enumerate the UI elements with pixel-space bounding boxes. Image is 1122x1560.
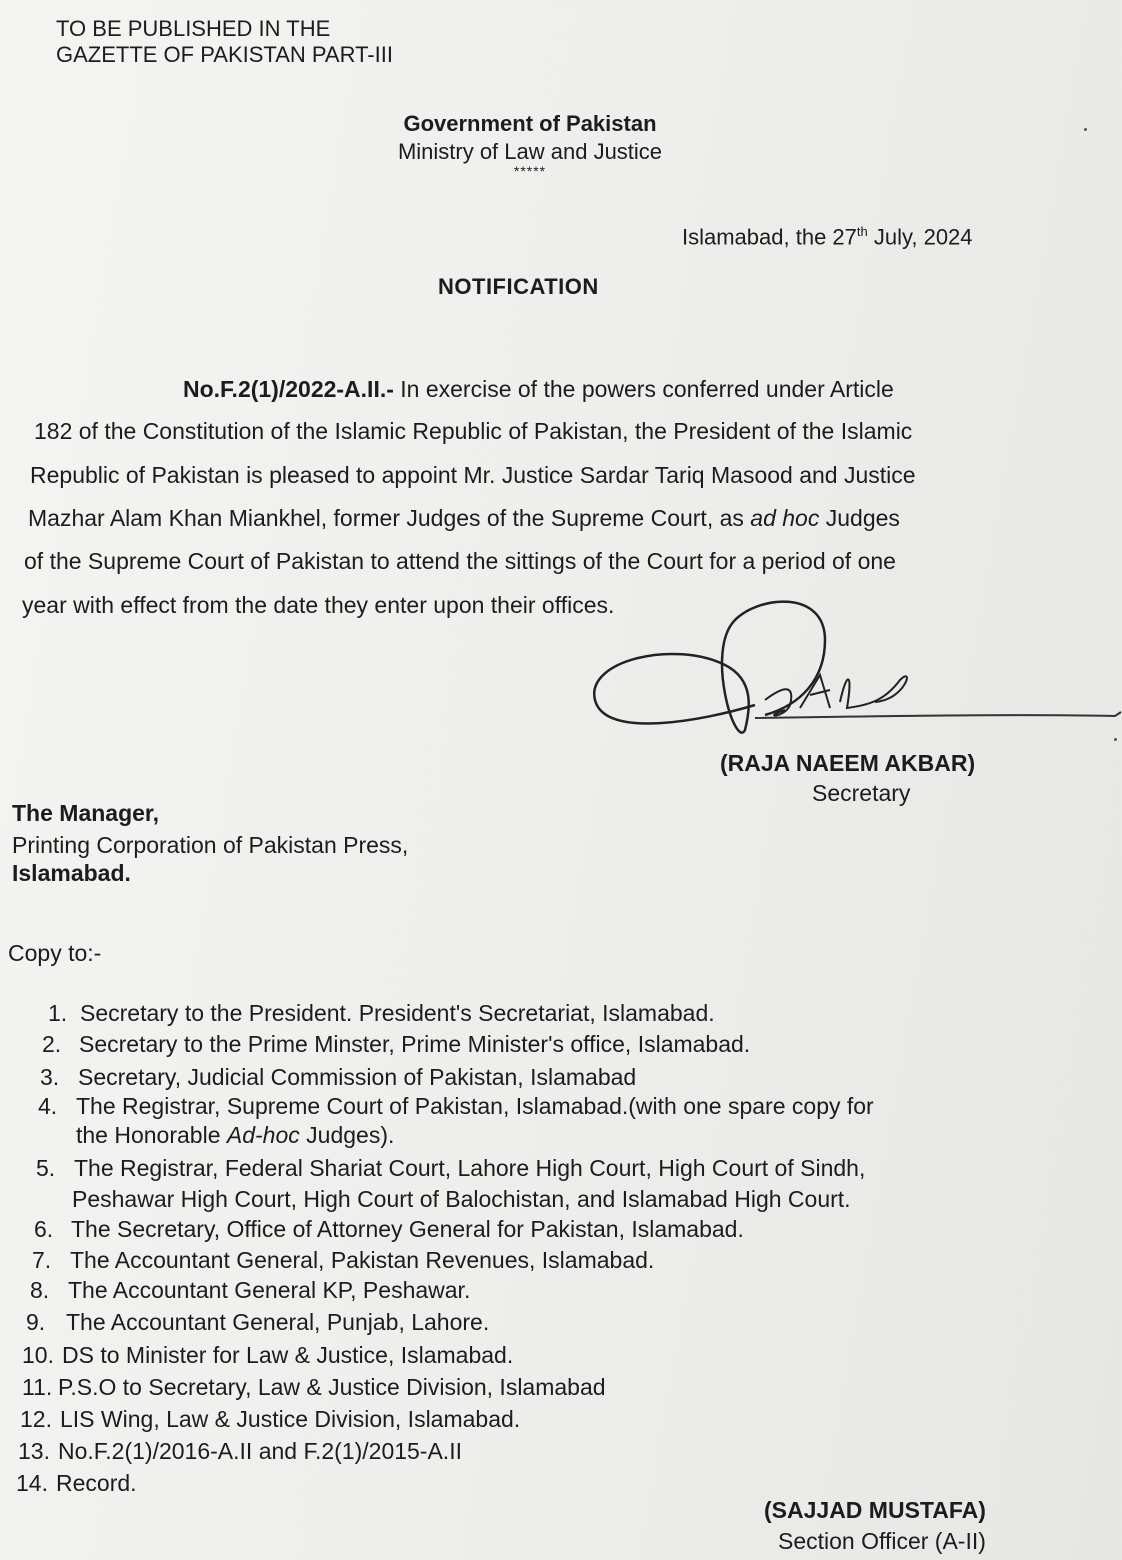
list-item: [40, 1064, 636, 1091]
body-line-4: [28, 505, 900, 532]
list-item: [26, 1309, 489, 1336]
list-item-number: 13.: [18, 1438, 50, 1464]
date-line: [682, 224, 973, 250]
list-item-number: 4.: [38, 1093, 58, 1119]
list-item-number: 5.: [36, 1155, 56, 1181]
list-item: [36, 1155, 865, 1182]
list-item-text: Secretary to the President. President's Secretariat, Islamabad.: [80, 1000, 715, 1026]
list-item-text: Secretary, Judicial Commission of Pakistan, Islamabad: [78, 1064, 637, 1090]
list-item-text: LIS Wing, Law & Justice Division, Islamabad.: [60, 1406, 521, 1432]
section-officer-title: Section Officer (A-II): [778, 1528, 986, 1554]
paper-speck: [1114, 738, 1117, 741]
list-item-text: The Secretary, Office of Attorney General for Pakistan, Islamabad.: [71, 1216, 744, 1242]
gazette-line-1: TO BE PUBLISHED IN THE: [56, 16, 331, 41]
section-officer-name: (SAJJAD MUSTAFA): [764, 1497, 986, 1523]
list-item: [48, 1000, 715, 1027]
addressee-line-2: Printing Corporation of Pakistan Press,: [12, 832, 409, 858]
list-item-number: 3.: [40, 1064, 60, 1090]
list-item-text: P.S.O to Secretary, Law & Justice Division, Islamabad: [58, 1374, 606, 1400]
list-item-number: 9.: [26, 1309, 46, 1335]
body-line-4-b: Judges: [819, 505, 900, 531]
notification-title: NOTIFICATION: [438, 274, 599, 299]
body-line-5: of the Supreme Court of Pakistan to attend the sittings of the Court for a period of one: [24, 548, 896, 574]
list-item-number: 1.: [48, 1000, 68, 1026]
list-item: [16, 1470, 137, 1497]
copy-to-label: Copy to:-: [8, 940, 102, 966]
list-item-text: the Honorable: [76, 1122, 227, 1148]
list-item-number: 2.: [42, 1031, 62, 1057]
list-item: [38, 1093, 874, 1120]
list-item-continuation: Peshawar High Court, High Court of Balochistan, and Islamabad High Court.: [72, 1186, 851, 1212]
list-item-text: The Accountant General, Punjab, Lahore.: [66, 1309, 490, 1335]
list-item-text: No.F.2(1)/2016-A.II and F.2(1)/2015-A.II: [58, 1438, 462, 1464]
list-item-text: Judges).: [299, 1122, 395, 1148]
date-suffix: July, 2024: [867, 224, 973, 250]
list-item-italic: Ad-hoc: [226, 1122, 300, 1148]
list-item: [30, 1277, 470, 1304]
body-line-1-text: In exercise of the powers conferred under Article: [393, 376, 894, 402]
gazette-line-2: GAZETTE OF PAKISTAN PART-III: [56, 42, 393, 67]
body-line-2: 182 of the Constitution of the Islamic Republic of Pakistan, the President of the Islamic: [34, 418, 913, 444]
paper-speck: [1084, 128, 1087, 131]
list-item: [18, 1438, 462, 1465]
list-item-number: 11.: [22, 1374, 53, 1400]
list-item-number: 8.: [30, 1277, 50, 1303]
ministry-title: Ministry of Law and Justice: [397, 139, 663, 164]
list-item: [22, 1342, 513, 1369]
date-prefix: Islamabad, the 27: [682, 224, 857, 250]
body-line-6: year with effect from the date they enter upon their offices.: [22, 592, 615, 618]
list-item: [22, 1374, 606, 1401]
list-item-text: DS to Minister for Law & Justice, Islamabad.: [62, 1342, 514, 1368]
gazette-header: [56, 16, 393, 68]
separator-stars: *****: [513, 163, 547, 179]
list-item: [34, 1216, 744, 1243]
list-item-text: The Accountant General KP, Peshawar.: [68, 1277, 471, 1303]
list-item: [20, 1406, 520, 1433]
body-line-4-a: Mazhar Alam Khan Miankhel, former Judges of the Supreme Court, as: [28, 505, 751, 531]
body-line-1: [183, 376, 894, 403]
list-item: [42, 1031, 750, 1058]
addressee-line-1: The Manager,: [12, 800, 159, 826]
list-item-text: Record.: [56, 1470, 137, 1496]
list-item-number: 14.: [16, 1470, 48, 1496]
body-line-4-italic: ad hoc: [750, 505, 820, 531]
list-item-text: The Accountant General, Pakistan Revenues, Islamabad.: [70, 1247, 655, 1273]
handwritten-signature: [585, 590, 1122, 760]
list-item-number: 7.: [32, 1247, 52, 1273]
list-item-number: 6.: [34, 1216, 54, 1242]
reference-number: No.F.2(1)/2022-A.II.-: [183, 376, 394, 402]
list-item: [32, 1247, 654, 1274]
list-item-number: 12.: [20, 1406, 52, 1432]
signatory-title: Secretary: [812, 780, 911, 806]
list-item-continuation: [76, 1122, 394, 1149]
body-line-3: Republic of Pakistan is pleased to appoint Mr. Justice Sardar Tariq Masood and Justice: [30, 462, 916, 488]
list-item-text: The Registrar, Federal Shariat Court, Lahore High Court, High Court of Sindh,: [74, 1155, 866, 1181]
list-item-number: 10.: [22, 1342, 54, 1368]
date-ordinal: th: [856, 224, 868, 239]
signatory-name: (RAJA NAEEM AKBAR): [720, 750, 976, 776]
list-item-text: The Registrar, Supreme Court of Pakistan, Islamabad.(with one spare copy for: [76, 1093, 874, 1119]
list-item-text: Secretary to the Prime Minster, Prime Minister's office, Islamabad.: [79, 1031, 751, 1057]
government-title: Government of Pakistan: [403, 111, 657, 136]
addressee-line-3: Islamabad.: [12, 860, 131, 886]
